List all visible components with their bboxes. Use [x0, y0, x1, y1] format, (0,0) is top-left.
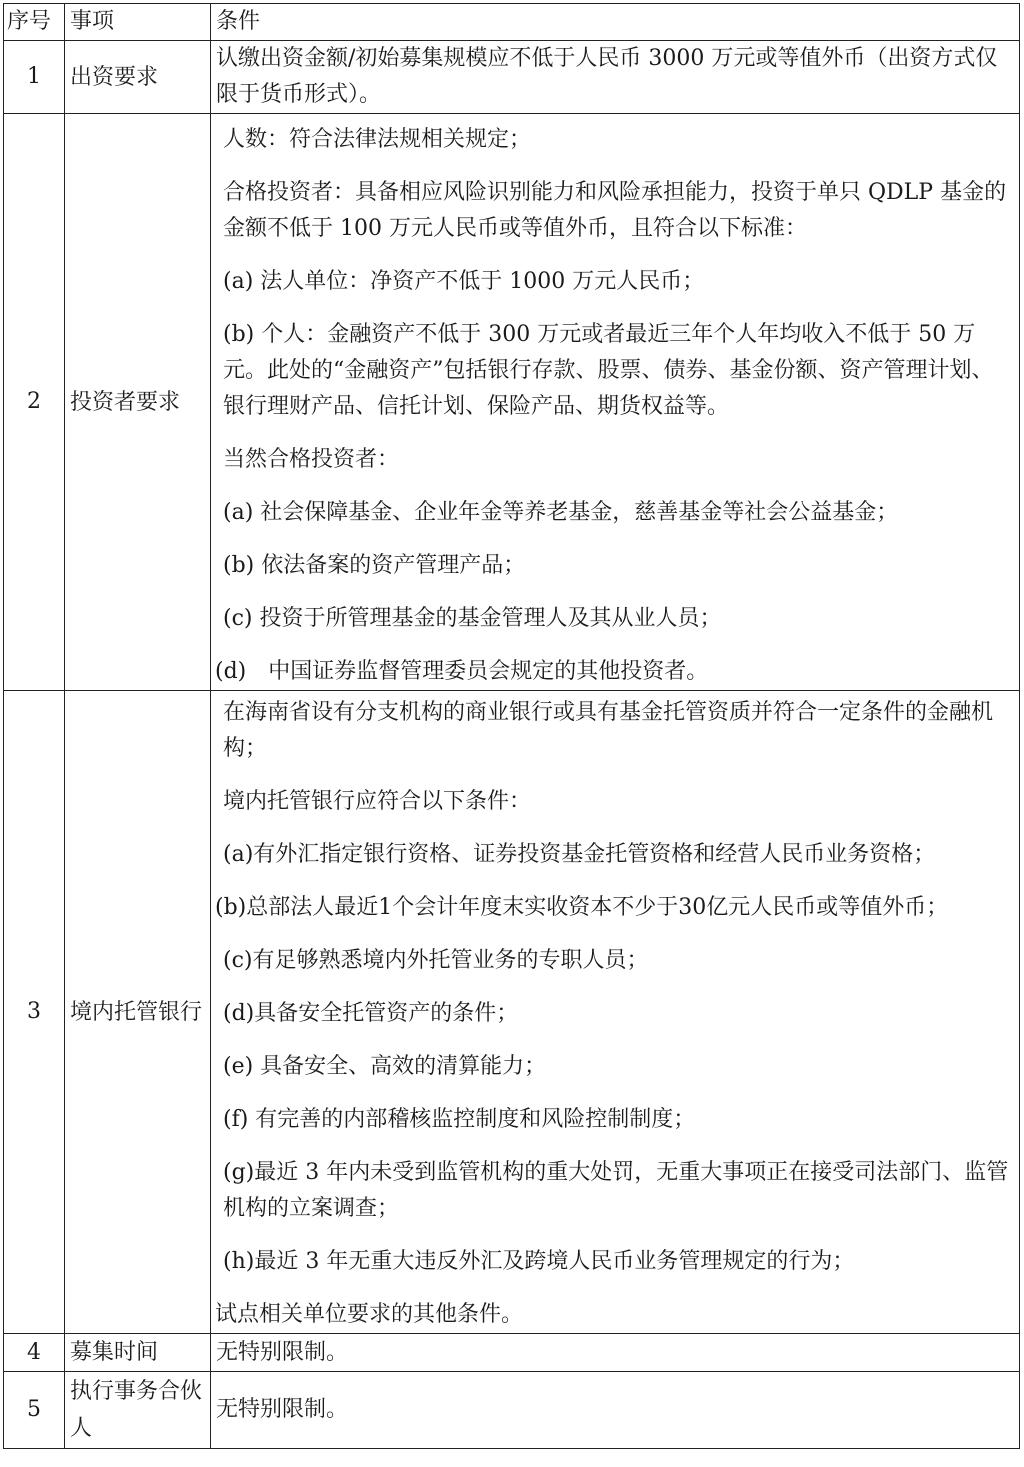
condition-paragraph: 合格投资者：具备相应风险识别能力和风险承担能力，投资于单只 QDLP 基金的金额不低于 100 万元人民币或等值外币，且符合以下标准：	[223, 180, 1007, 241]
row-number: 5	[4, 1372, 65, 1449]
condition-paragraph: (d)具备安全托管资产的条件；	[223, 1001, 519, 1026]
row-item: 募集时间	[65, 1334, 211, 1372]
condition-paragraph: (g)最近 3 年内未受到监管机构的重大处罚，无重大事项正在接受司法部门、监管机构的立案调查；	[223, 1160, 1009, 1221]
row-condition	[211, 114, 1020, 691]
condition-paragraph: 境内托管银行应符合以下条件：	[223, 789, 532, 814]
condition-paragraph: 当然合格投资者：	[223, 447, 400, 472]
condition-paragraph: (c)有足够熟悉境内外托管业务的专职人员；	[223, 948, 649, 973]
condition-paragraph: (c) 投资于所管理基金的基金管理人及其从业人员；	[223, 606, 722, 631]
table-row	[4, 691, 1020, 1334]
row-condition	[211, 691, 1020, 1334]
condition-paragraph: (e) 具备安全、高效的清算能力；	[223, 1054, 547, 1079]
condition-paragraph: (b) 个人：金融资产不低于 300 万元或者最近三年个人年均收入不低于 50 万元。此处的“金融资产”包括银行存款、股票、债券、基金份额、资产管理计划、银行理财产品、信托计划、保险产品、期货权益等。	[223, 322, 994, 419]
row-item: 投资者要求	[65, 114, 211, 691]
row-condition: 无特别限制。	[211, 1372, 1020, 1449]
row-item: 境内托管银行	[65, 691, 211, 1334]
row-item: 执行事务合伙人	[65, 1372, 211, 1449]
condition-paragraph: (d) 中国证券监督管理委员会规定的其他投资者。	[215, 659, 709, 684]
row-number: 1	[4, 41, 65, 114]
condition-paragraph: (a) 法人单位：净资产不低于 1000 万元人民币；	[223, 269, 705, 294]
row-item: 出资要求	[65, 41, 211, 114]
table-row	[4, 1372, 1020, 1449]
row-number: 4	[4, 1334, 65, 1372]
condition-paragraph: (a) 社会保障基金、企业年金等养老基金，慈善基金等社会公益基金；	[223, 500, 899, 525]
row-number: 2	[4, 114, 65, 691]
header-item: 事项	[65, 4, 211, 41]
requirements-table	[3, 3, 1020, 1449]
condition-paragraph: (a)有外汇指定银行资格、证券投资基金托管资格和经营人民币业务资格；	[223, 842, 936, 867]
row-condition: 认缴出资金额/初始募集规模应不低于人民币 3000 万元或等值外币（出资方式仅限于货币形式）。	[211, 41, 1020, 114]
condition-paragraph: 人数：符合法律法规相关规定；	[223, 127, 532, 152]
condition-paragraph: 试点相关单位要求的其他条件。	[215, 1302, 524, 1327]
table-row	[4, 41, 1020, 114]
row-condition: 无特别限制。	[211, 1334, 1020, 1372]
row-number: 3	[4, 691, 65, 1334]
condition-paragraph: (b) 依法备案的资产管理产品；	[223, 553, 526, 578]
table-row	[4, 1334, 1020, 1372]
table-header-row	[4, 4, 1020, 41]
header-number: 序号	[4, 4, 65, 41]
condition-paragraph: 在海南省设有分支机构的商业银行或具有基金托管资质并符合一定条件的金融机构；	[223, 700, 994, 761]
header-condition: 条件	[211, 4, 1020, 41]
table-row	[4, 114, 1020, 691]
condition-paragraph: (b)总部法人最近1个会计年度末实收资本不少于30亿元人民币或等值外币；	[215, 895, 949, 920]
condition-paragraph: (f) 有完善的内部稽核监控制度和风险控制制度；	[223, 1107, 696, 1132]
condition-paragraph: (h)最近 3 年无重大违反外汇及跨境人民币业务管理规定的行为；	[223, 1249, 855, 1274]
